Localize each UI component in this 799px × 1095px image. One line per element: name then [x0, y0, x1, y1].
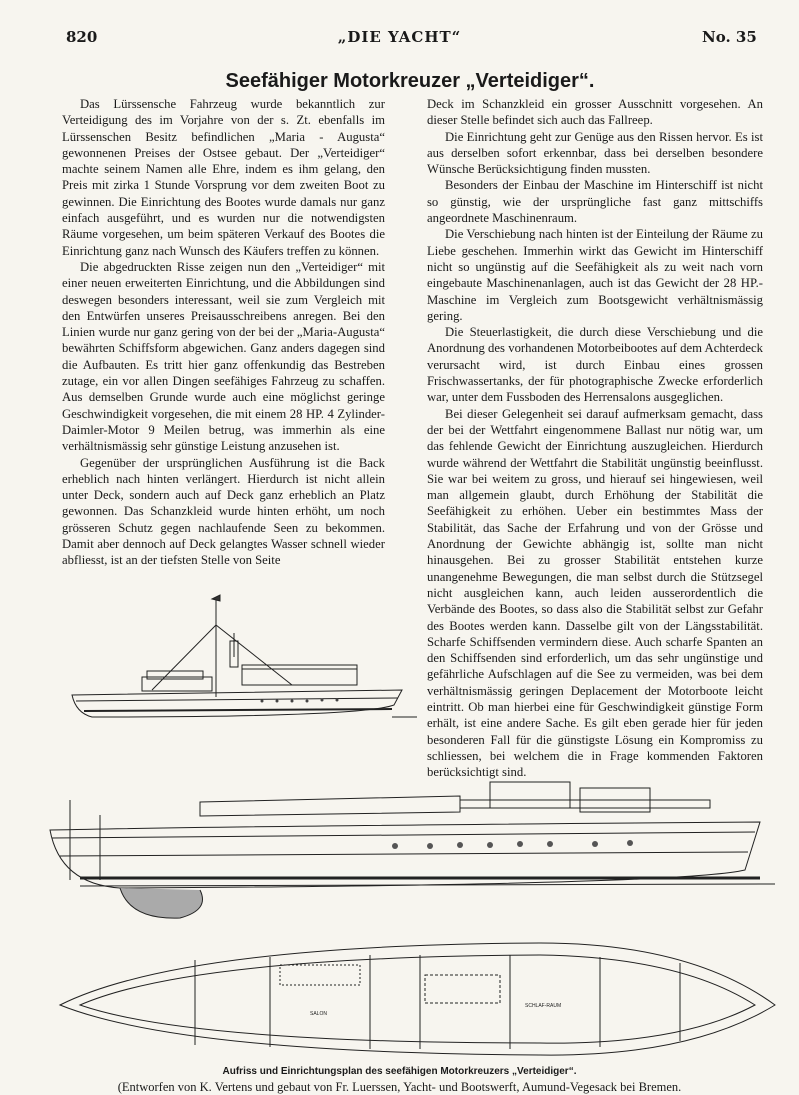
paragraph: Die abgedruckten Risse zeigen nun den „Verteidiger“ mit einer neuen erweiterten Einrichtung, und die Abbildungen sind deswegen besonders interessant, weil sie zum Vergleich mit den Entwürfen unseres Preisausschreibens anregen. Bei den Linien wurde nur ganz gering von der bei der „Maria-Augusta“ bewährten Schiffsform abgewichen. Ganz anders dagegen sind die Aufbauten. Es tritt hier ganz offenkundig das Bestreben zutage, ein vor allen Dingen seefähiges Fahrzeug zu schaffen. Aus demselben Grunde wurde auch eine möglichst geringe Geschwindigkeit vorgesehen, die mit einem 28 HP. 4 Zylinder-Daimler-Motor 9 Meilen betrug, was immerhin als eine verhältnismässig sehr günstige Leistung anzusehen ist.	[62, 259, 385, 454]
side-elevation-drawing	[40, 760, 780, 930]
paragraph: Die Einrichtung geht zur Genüge aus den Rissen hervor. Es ist aus derselben sofort erkennbar, dass bei derselben besondere Wünsche Berücksichtigung finden mussten.	[427, 129, 763, 177]
figure-credit: (Entworfen von K. Vertens und gebaut von Fr. Luerssen, Yacht- und Bootswerft, Aumund-Vegesack bei Bremen.	[117, 1080, 682, 1094]
paragraph: Bei dieser Gelegenheit sei darauf aufmerksam gemacht, dass der bei der Wettfahrt eingenommene Ballast nur nötig war, um das fehlende Gewicht der Einrichtung auszugleichen. Hierdurch wurde während der Wettfahrt die Stabilität ungünstig beeinflusst. Sie war bei weitem zu gross, und hierauf sei hingewiesen, weil man allgemein glaubt, durch Erhöhung der Stabilität die Seefähigkeit zu erhöhen. Ueber ein bestimmtes Mass der Stabilität, das Sache der Erfahrung und von der Grösse und Anordnung der Gewichte abhängig ist, sollte man nicht hinausgehen. Bei zu grosser Stabilität entstehen kurze unangenehme Bewegungen, die man selbst durch die Stützsegel nicht ausgleichen kann, auch leiden ausserordentlich die Verbände des Bootes, so dass also die Stabilität selbst zur Gefahr des Bootes werden kann. Dasselbe gilt von der Längsstabilität. Scharfe Schiffsenden vermindern diese. Auch scharfe Spanten an den Schiffsenden sind erforderlich, um das sehr ungünstige und gefährliche Aufschlagen auf die See zu vermeiden, was bei dem verhältnismässig geringen Deplacement der Motorboote leicht eintritt. Ob man hierbei eine für Geschwindigkeit günstige Form erhält, ist eine andere Sache. Es gilt eben gerade hier für jeden besonderen Fall für die günstigste Lösung ein Kompromiss zu schliessen, bei welchem die in Frage kommenden Faktoren berücksichtigt sind.	[427, 406, 763, 780]
issue-number: No. 35	[702, 28, 757, 46]
plan-label-salon: SALON	[310, 1011, 327, 1017]
page-number: 820	[66, 28, 98, 46]
paragraph: Gegenüber der ursprünglichen Ausführung ist die Back erheblich nach hinten verlängert. Hierdurch ist nicht allein unter Deck, sondern auch auf Deck ganz erheblich an Platz gewonnen. Das Schanzkleid wurde hinten erhöht, um noch grösseren Schutz gegen nachlaufende Seen zu bekommen. Damit aber dennoch auf Deck gelangtes Wasser schnell wieder abfliesst, ist an der tiefsten Stelle von Seite	[62, 455, 385, 568]
paragraph: Deck im Schanzkleid ein grosser Ausschnitt vorgesehen. An dieser Stelle befindet sich auch das Fallreep.	[427, 97, 763, 128]
paragraph: Die Verschiebung nach hinten ist der Einteilung der Räume zu Liebe geschehen. Immerhin wirkt das Gewicht im Hinterschiff nicht so ungünstig auf die Seefähigkeit als zu weit nach vorn eingebaute Maschinenanlagen, auch ist das Gewicht der 28 HP.-Maschine im Vergleich zum Bootsgewicht verhältnismässig gering.	[427, 227, 763, 323]
left-column	[62, 96, 385, 569]
paragraph: Die Steuerlastigkeit, die durch diese Verschiebung und die Anordnung des vorhandenen Motorbeibootes auf dem Achterdeck verursacht wird, ist durch Einbau eines grossen Frischwassertanks, der für photographische Zwecke erforderlich war, unter dem Fussboden des Herrensalons ausgeglichen.	[427, 325, 763, 405]
paragraph: Besonders der Einbau der Maschine im Hinterschiff ist nicht so günstig, wie der ursprüngliche fast ganz mittschiffs angeordnete Maschinenraum.	[427, 178, 763, 226]
right-column	[427, 96, 763, 780]
article-title: Seefähiger Motorkreuzer „Verteidiger“.	[225, 70, 595, 92]
journal-title: „DIE YACHT“	[337, 28, 462, 46]
paragraph: Das Lürssensche Fahrzeug wurde bekanntlich zur Verteidigung des im Vorjahre von der s. Zt. ebenfalls im Lürssenschen Besitz befindlichen „Maria - Augusta“ gewonnenen Preises der Ostsee gebaut. Der „Verteidiger“ machte seinem Namen alle Ehre, indem es ihm gelang, den Preis mit zirka 1 Stunde Vorsprung vor dem zweiten Boot zu gewinnen. Die Einrichtung des Bootes wurde damals nur ganz einfach ausgeführt, und es wurden nur die notwendigsten Räume vorgesehen, um beim späteren Verkauf des Bootes die Einrichtung ganz nach Wunsch des Käufers treffen zu können.	[62, 97, 385, 258]
figure-caption: Aufriss und Einrichtungsplan des seefähigen Motorkreuzers „Verteidiger“.	[222, 1066, 577, 1077]
plan-label-schlaf-raum: SCHLAF-RAUM	[525, 1003, 562, 1009]
deck-plan-drawing	[40, 935, 780, 1060]
small-side-elevation-drawing	[62, 585, 422, 735]
